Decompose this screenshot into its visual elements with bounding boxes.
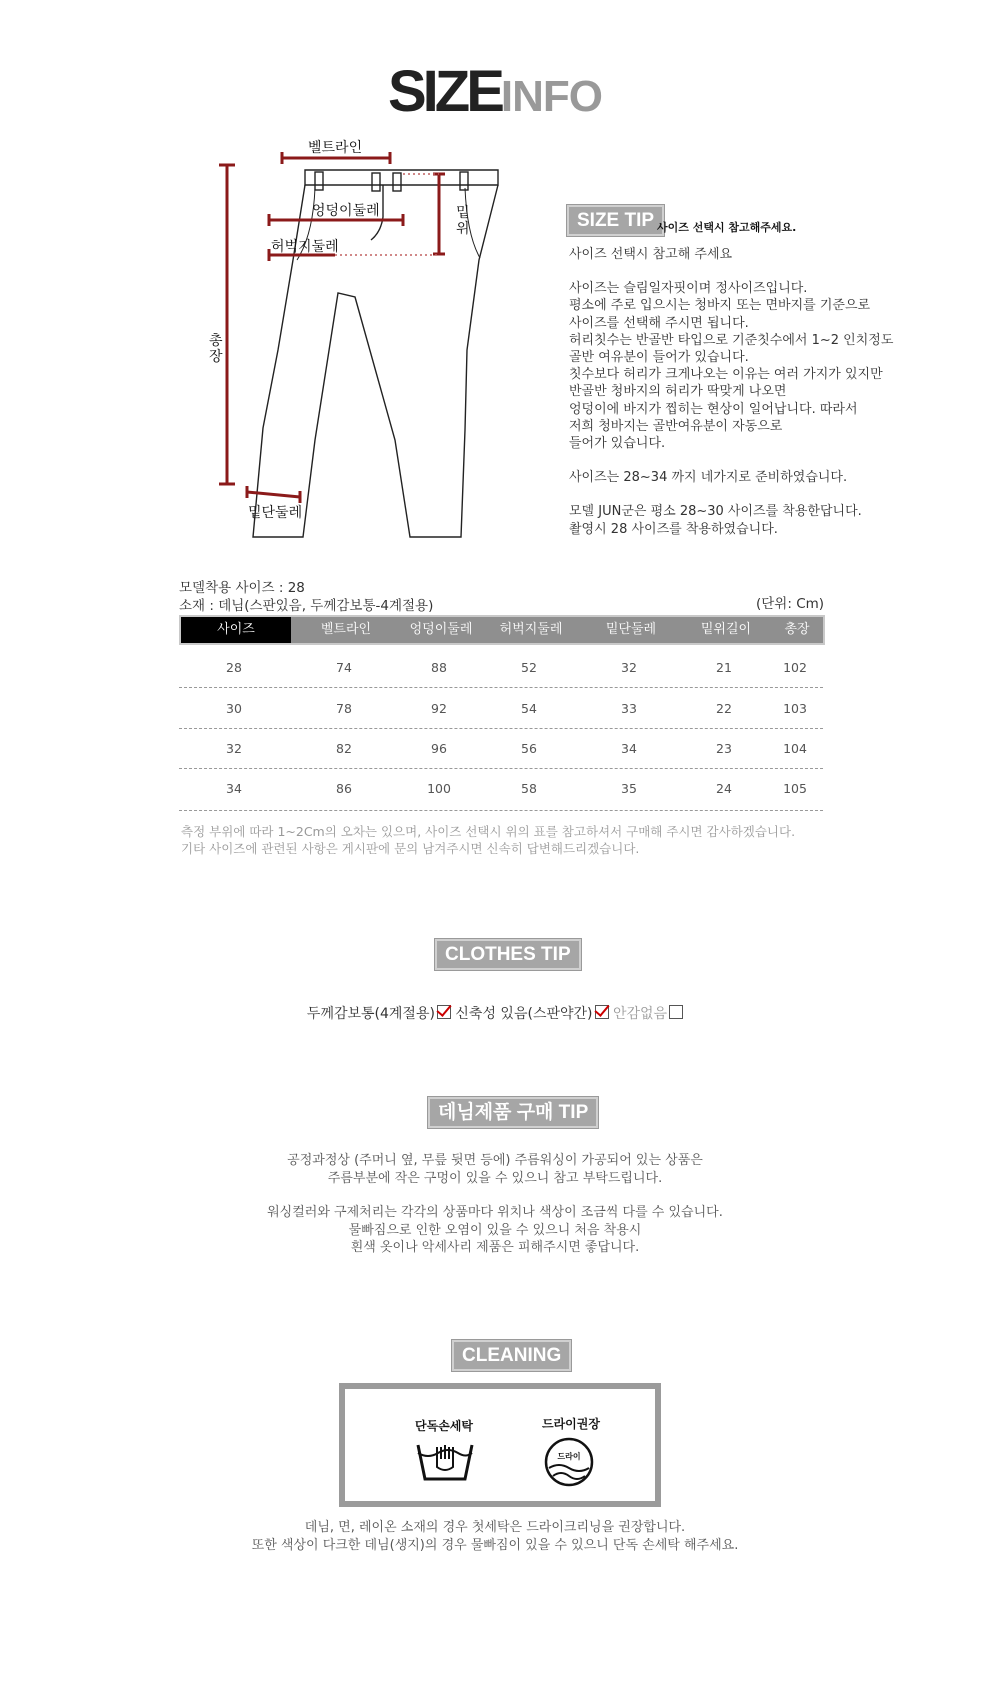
cleaning-line: 데님, 면, 레이온 소재의 경우 첫세탁은 드라이크리닝을 권장합니다. [304, 1520, 686, 1535]
rise-label-2: 위 [456, 221, 470, 237]
table-row [179, 648, 825, 688]
table-row [179, 689, 825, 729]
cell-belt: 78 [336, 701, 352, 716]
size-tip-text [569, 246, 949, 538]
denim-line: 워싱컬러와 구제처리는 각각의 상품마다 위치나 색상이 조금씩 다를 수 있습니다. [267, 1205, 723, 1220]
row-divider [179, 687, 823, 688]
cell-size: 28 [226, 660, 242, 675]
cell-thigh: 56 [521, 741, 537, 756]
tip-line: 엉덩이에 바지가 찝히는 현상이 일어납니다. 따라서 [569, 401, 858, 417]
denim-line: 물빠짐으로 인한 오염이 있을 수 있으니 처음 착용시 [348, 1222, 642, 1238]
title-info: INFO [500, 72, 603, 121]
cell-hem: 34 [621, 741, 637, 756]
cell-rise: 23 [716, 741, 732, 756]
cell-thigh: 52 [521, 660, 537, 675]
clothes-tip-badge: CLOTHES TIP [435, 939, 581, 970]
tip-line: 저희 청바지는 골반여유분이 자동으로 [569, 418, 783, 434]
tip-line: 들어가 있습니다. [569, 436, 666, 452]
rise-label-1: 밑 [456, 205, 470, 221]
tip-line: 허리칫수는 반골반 타입으로 기준칫수에서 1~2 인치정도 [569, 332, 894, 348]
contact-note: 기타 사이즈에 관련된 사항은 게시판에 문의 남겨주시면 신속히 답변해드리겠습니다. [181, 841, 640, 856]
cell-hem: 33 [621, 701, 637, 716]
hand-wash-icon [415, 1441, 475, 1485]
tip-line: 평소에 주로 입으시는 청바지 또는 면바지를 기준으로 [569, 298, 871, 314]
tip-line: 골반 여유분이 들어가 있습니다. [569, 350, 749, 366]
cell-thigh: 58 [521, 781, 537, 796]
dry-clean-icon [543, 1436, 595, 1488]
title-size: SIZE [387, 59, 501, 124]
cell-rise: 22 [716, 701, 732, 716]
lining-checkbox [669, 1005, 683, 1019]
denim-line: 흰색 옷이나 악세사리 제품은 피해주시면 좋답니다. [350, 1240, 640, 1255]
header-rise: 밑위길이 [700, 622, 752, 637]
tip-line: 촬영시 28 사이즈를 착용하였습니다. [569, 521, 778, 537]
tip-line: 사이즈를 선택해 주시면 됩니다. [569, 315, 749, 331]
header-belt: 벨트라인 [320, 622, 372, 637]
table-row [179, 769, 825, 809]
model-size: 모델착용 사이즈 : 28 [179, 580, 305, 596]
header-total: 총장 [784, 622, 810, 637]
tip-line: 칫수보다 허리가 크게나오는 이유는 여러 가지가 있지만 [569, 367, 883, 383]
dry-icon-text: 드라이 [557, 1452, 581, 1461]
thickness-checkbox [437, 1005, 451, 1019]
denim-tip-text [0, 1152, 990, 1257]
cell-size: 32 [226, 741, 242, 756]
belt-line-label: 벨트라인 [308, 140, 363, 156]
cleaning-badge: CLEANING [452, 1340, 571, 1371]
tip-line: 모델 JUN군은 평소 28~30 사이즈를 착용한답니다. [569, 504, 862, 520]
header-hem: 밑단둘레 [605, 622, 657, 637]
header-hip: 엉덩이둘레 [409, 622, 473, 637]
cell-belt: 82 [336, 741, 352, 756]
hem-label: 밑단둘레 [248, 505, 303, 521]
cell-total: 102 [783, 660, 807, 675]
tip-line: 사이즈는 슬림일자핏이며 정사이즈입니다. [569, 281, 808, 297]
cell-belt: 74 [336, 660, 352, 675]
denim-line-gap [0, 1187, 990, 1204]
cell-hem: 32 [621, 660, 637, 675]
material: 소재 : 데님(스판있음, 두께감보통-4계절용) [179, 598, 434, 614]
cell-hip: 96 [431, 741, 447, 756]
header-thigh: 허벅지둘레 [499, 622, 563, 637]
row-divider [179, 810, 823, 811]
stretch-checkbox [595, 1005, 609, 1019]
cell-hip: 100 [427, 781, 451, 796]
cell-size: 34 [226, 781, 242, 796]
size-tip-subtitle: 사이즈 선택시 참고해주세요. [657, 221, 797, 234]
thickness-label: 두께감보통(4계절용) [306, 1006, 435, 1022]
cleaning-text [0, 1519, 990, 1554]
lining-label: 안감없음 [612, 1006, 668, 1022]
denim-tip-badge: 데님제품 구매 TIP [428, 1097, 598, 1128]
stretch-label: 신축성 있음(스판약간) [455, 1006, 593, 1022]
total-length-label-1: 총 [209, 333, 223, 349]
tip-line-gap [569, 452, 949, 469]
cell-hip: 92 [431, 701, 447, 716]
dry-clean-label: 드라이권장 [542, 1417, 600, 1431]
cell-total: 105 [783, 781, 807, 796]
tip-line: 사이즈는 28~34 까지 네가지로 준비하였습니다. [569, 470, 848, 486]
tip-line: 반골반 청바지의 허리가 딱맞게 나오면 [569, 384, 787, 400]
cell-belt: 86 [336, 781, 352, 796]
cleaning-line: 또한 색상이 다크한 데님(생지)의 경우 물빠짐이 있을 수 있으니 단독 손세탁 해주세요. [251, 1537, 739, 1553]
tip-line-gap [569, 486, 949, 503]
hand-wash-label: 단독손세탁 [415, 1419, 473, 1433]
cell-total: 104 [783, 741, 807, 756]
cell-hem: 35 [621, 781, 637, 796]
tip-line-gap [569, 263, 949, 280]
tip-line: 사이즈 선택시 참고해 주세요 [569, 247, 733, 262]
cell-total: 103 [783, 701, 807, 716]
size-tip-badge: SIZE TIP [567, 205, 664, 236]
cell-rise: 24 [716, 781, 732, 796]
cleaning-box [339, 1383, 661, 1507]
measure-note: 측정 부위에 따라 1~2Cm의 오차는 있으며, 사이즈 선택시 위의 표를 참고하셔서 구매해 주시면 감사하겠습니다. [181, 824, 796, 839]
total-length-label-2: 장 [209, 349, 223, 365]
page-title [0, 58, 990, 125]
thigh-label: 허벅지둘레 [271, 239, 339, 255]
cell-hip: 88 [431, 660, 447, 675]
clothes-attributes [0, 1003, 990, 1023]
unit-label: (단위: Cm) [756, 596, 825, 612]
denim-line: 공정과정상 (주머니 옆, 무릎 뒷면 등에) 주름워싱이 가공되어 있는 상품은 [287, 1153, 703, 1168]
pants-diagram [209, 140, 505, 570]
header-size: 사이즈 [181, 617, 291, 643]
size-table-header [179, 615, 825, 645]
denim-line: 주름부분에 작은 구멍이 있을 수 있으니 참고 부탁드립니다. [327, 1170, 663, 1186]
table-row [179, 729, 825, 769]
cell-thigh: 54 [521, 701, 537, 716]
cell-rise: 21 [716, 660, 732, 675]
cell-size: 30 [226, 701, 242, 716]
hip-label: 엉덩이둘레 [312, 203, 380, 219]
